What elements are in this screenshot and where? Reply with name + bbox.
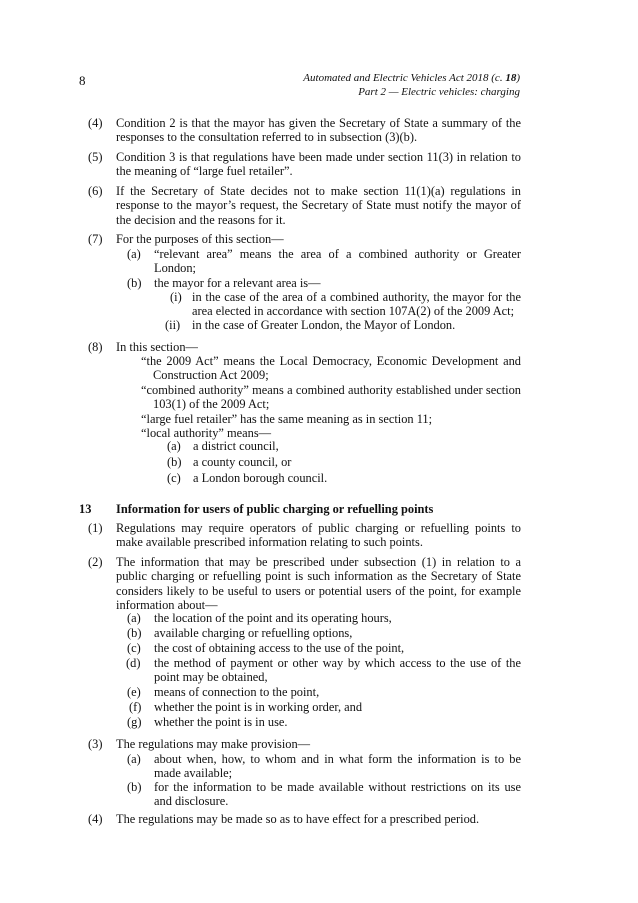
paragraph-label: (b) bbox=[167, 455, 182, 469]
subsection-text: Condition 2 is that the mayor has given the Secretary of State a summary of the responses to the consultation referred to in subsection (3)(b). bbox=[116, 116, 521, 145]
subparagraph-text: in the case of the area of a combined authority, the mayor for the area elected in accordance with section 107A(2) of the 2009 Act; bbox=[192, 290, 521, 319]
paragraph-text: about when, how, to whom and in what form the information is to be made available; bbox=[154, 752, 521, 781]
paragraph-label: (c) bbox=[127, 641, 141, 655]
definition bbox=[141, 354, 521, 440]
subsection-text: In this section— bbox=[116, 340, 198, 354]
subsection-text: The regulations may make provision— bbox=[116, 737, 311, 751]
act-title-line: Automated and Electric Vehicles Act 2018 (c. 18) bbox=[303, 72, 520, 84]
paragraph-text: a county council, or bbox=[193, 455, 292, 469]
paragraph-text: available charging or refuelling options, bbox=[154, 626, 353, 640]
definition-combined-authority: “combined authority” means a combined authority established under section 103(1) of the 2009 Act; bbox=[141, 382, 521, 412]
paragraph-label: (d) bbox=[126, 656, 141, 670]
subsection-number: (8) bbox=[88, 340, 103, 354]
subsection-number: (5) bbox=[88, 150, 103, 164]
paragraph-label: (b) bbox=[127, 276, 142, 290]
paragraph-label: (g) bbox=[127, 715, 142, 729]
paragraph-label: (b) bbox=[127, 780, 142, 794]
subsection-number: (2) bbox=[88, 555, 103, 569]
paragraph-text: “relevant area” means the area of a combined authority or Greater London; bbox=[154, 247, 521, 276]
paragraph-text: whether the point is in use. bbox=[154, 715, 288, 729]
subsection-number: (1) bbox=[88, 521, 103, 535]
running-header bbox=[303, 71, 520, 99]
paragraph-text: the mayor for a relevant area is— bbox=[154, 276, 321, 290]
part-line: Part 2 — Electric vehicles: charging bbox=[358, 86, 520, 98]
definition-local-authority: “local authority” means— bbox=[141, 426, 272, 441]
paragraph-text: whether the point is in working order, and bbox=[154, 700, 363, 714]
paragraph-text: a London borough council. bbox=[193, 471, 328, 485]
paragraph-text: the method of payment or other way by which access to the use of the point may be obtained, bbox=[154, 656, 521, 685]
subsection-text: Condition 3 is that regulations have been made under section 11(3) in relation to the meaning of “large fuel retailer”. bbox=[116, 150, 521, 179]
subsection-number: (4) bbox=[88, 116, 103, 130]
subsection-text: For the purposes of this section— bbox=[116, 232, 284, 246]
paragraph-label: (e) bbox=[127, 685, 141, 699]
paragraph-label: (a) bbox=[167, 439, 181, 453]
subsection-text: The regulations may be made so as to have effect for a prescribed period. bbox=[116, 812, 480, 826]
paragraph-text: for the information to be made available without restrictions on its use and disclosure. bbox=[154, 780, 521, 809]
paragraph-label: (c) bbox=[167, 471, 181, 485]
subsection-number: (4) bbox=[88, 812, 103, 826]
subsection-text: If the Secretary of State decides not to make section 11(1)(a) regulations in response to the mayor’s request, the Secretary of State must notify the mayor of the decision and the reasons for it. bbox=[116, 184, 521, 227]
subsection-text: The information that may be prescribed under subsection (1) in relation to a public charging or refuelling point is such information as the Secretary of State considers likely to be useful to users or potential users of the point, for example information about— bbox=[116, 555, 521, 613]
paragraph-label: (a) bbox=[127, 752, 141, 766]
chapter-number: 18 bbox=[505, 72, 517, 84]
subparagraph-text: in the case of Greater London, the Mayor of London. bbox=[192, 318, 456, 332]
paragraph-text: the location of the point and its operating hours, bbox=[154, 611, 392, 625]
paragraph-label: (a) bbox=[127, 611, 141, 625]
paragraph-text: means of connection to the point, bbox=[154, 685, 320, 699]
paragraph-text: a district council, bbox=[193, 439, 279, 453]
section-heading: Information for users of public charging or refuelling points bbox=[116, 502, 434, 516]
subparagraph-label: (ii) bbox=[165, 318, 181, 332]
subparagraph-label: (i) bbox=[170, 290, 182, 304]
definition-2009-act: “the 2009 Act” means the Local Democracy, Economic Development and Construction Act 2009; bbox=[141, 354, 521, 383]
page-number: 8 bbox=[79, 73, 86, 88]
paragraph-text: the cost of obtaining access to the use of the point, bbox=[154, 641, 405, 655]
subsection-number: (7) bbox=[88, 232, 103, 246]
paragraph-label: (f) bbox=[129, 700, 142, 714]
section-number: 13 bbox=[79, 502, 92, 516]
definition-large-fuel-retailer: “large fuel retailer” has the same meaning as in section 11; bbox=[141, 411, 433, 426]
subsection-number: (3) bbox=[88, 737, 103, 751]
paragraph-label: (b) bbox=[127, 626, 142, 640]
paragraph-label: (a) bbox=[127, 247, 141, 261]
subsection-number: (6) bbox=[88, 184, 103, 198]
subsection-text: Regulations may require operators of public charging or refuelling points to make available prescribed information relating to such points. bbox=[116, 521, 521, 550]
